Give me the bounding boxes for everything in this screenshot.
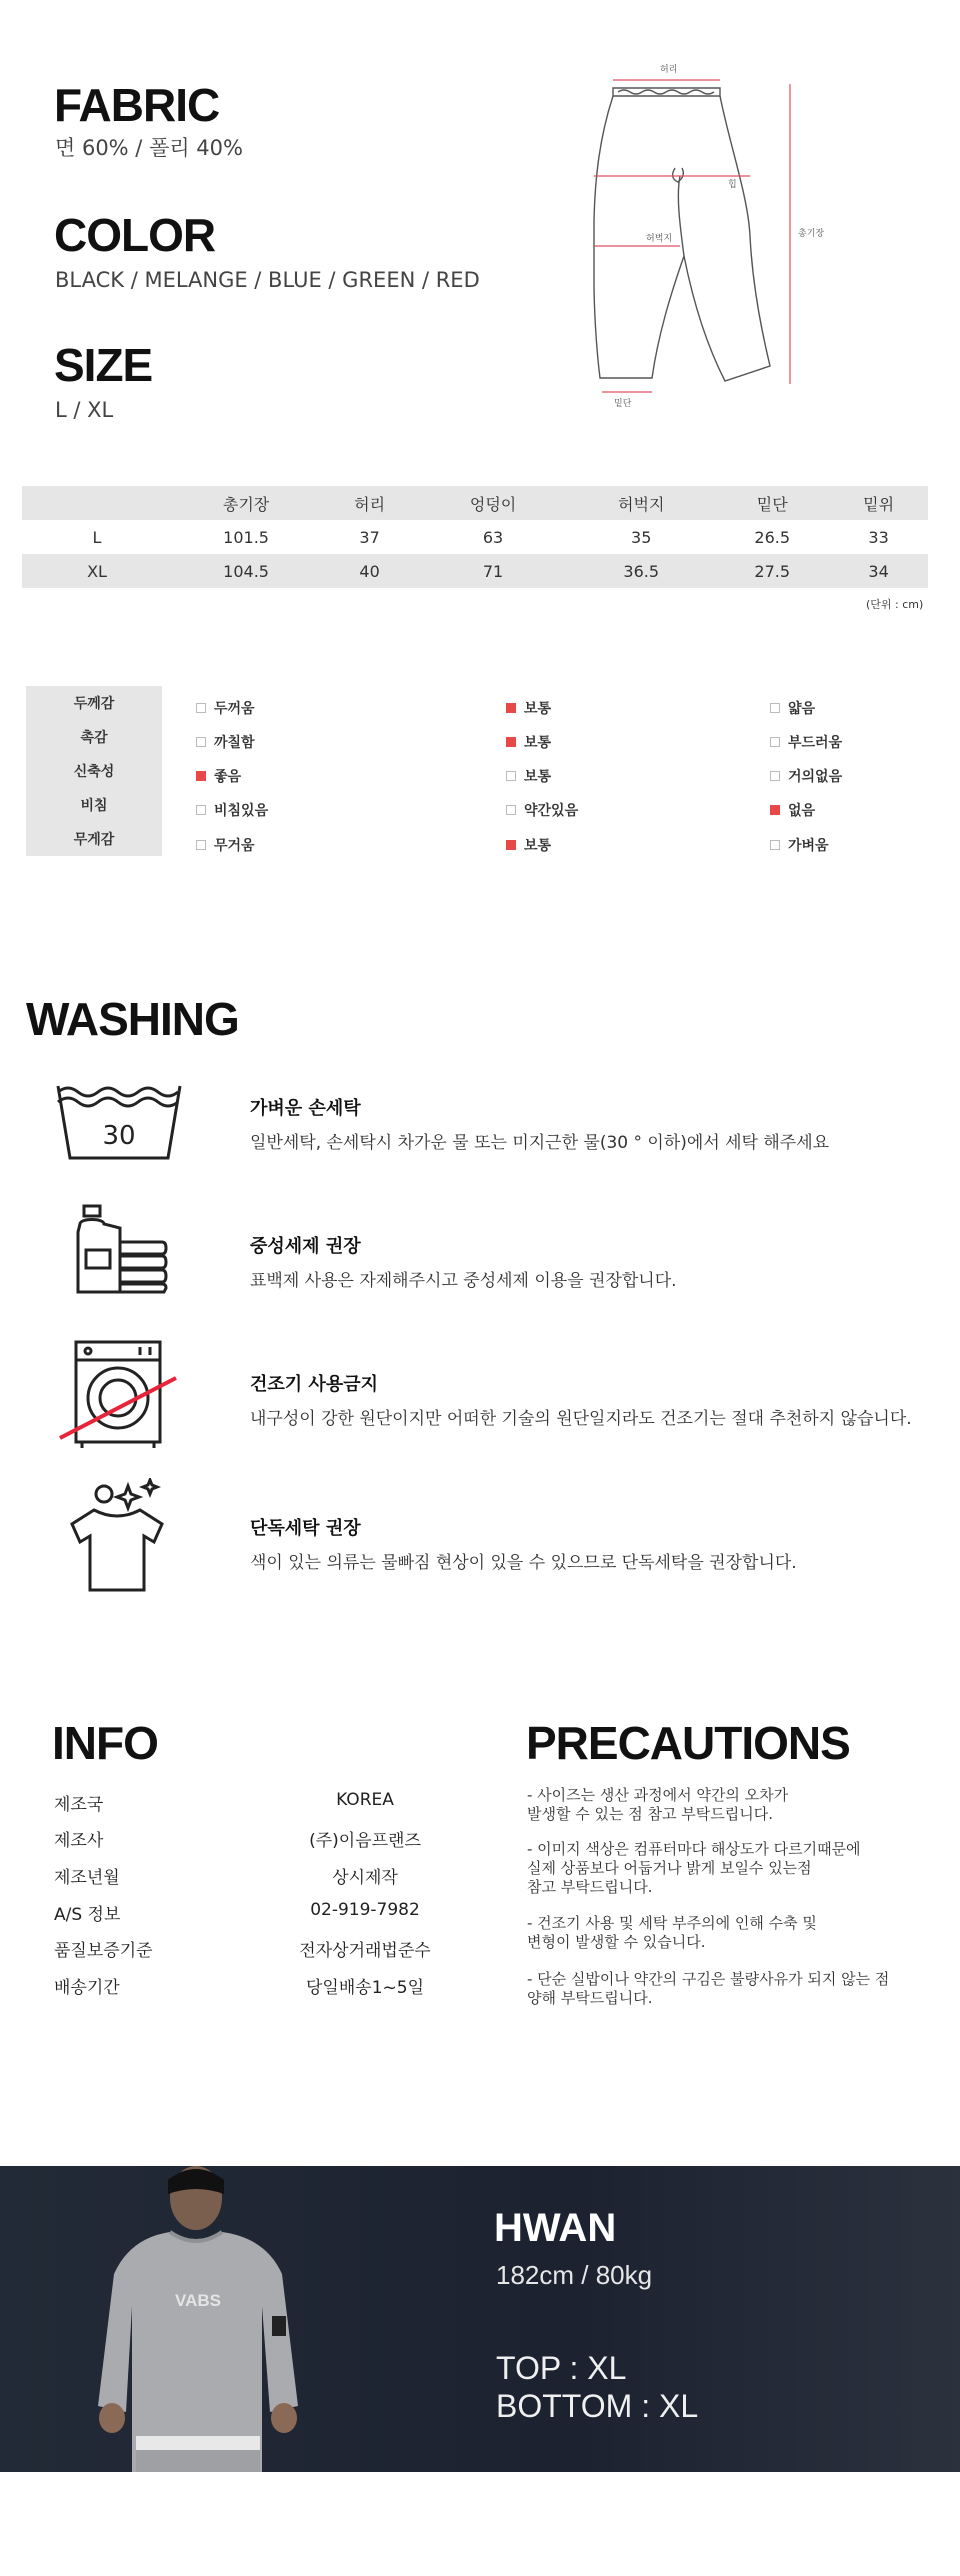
- size-table: [22, 486, 928, 588]
- feel-option: [506, 766, 551, 786]
- fabric-value: 면 60% / 폴리 40%: [55, 136, 243, 160]
- shirt-logo: VABS: [175, 2291, 221, 2310]
- checkbox-icon: [506, 805, 516, 815]
- table-cell: 101.5: [172, 520, 320, 554]
- feel-option: [196, 766, 241, 786]
- table-header-cell: 총기장: [172, 486, 320, 520]
- checkbox-icon: [196, 805, 206, 815]
- diagram-waist-label: 허리: [660, 65, 678, 75]
- checkbox-checked-icon: [506, 703, 516, 713]
- washing-item: [250, 1232, 677, 1291]
- color-heading: COLOR: [54, 209, 216, 261]
- separate-wash-icon: [62, 1478, 172, 1594]
- feel-option-label: 가벼움: [788, 838, 829, 854]
- table-cell: 36.5: [567, 554, 715, 588]
- feel-label-stretch: 신축성: [26, 754, 162, 788]
- checkbox-icon: [770, 840, 780, 850]
- handwash-30-icon: [54, 1078, 184, 1162]
- washing-item-title: 가벼운 손세탁: [250, 1098, 361, 1119]
- washing-item: [250, 1370, 912, 1429]
- color-value: BLACK / MELANGE / BLUE / GREEN / RED: [55, 268, 480, 292]
- washing-item-desc: 색이 있는 의류는 물빠짐 현상이 있을 수 있으므로 단독세탁을 권장합니다.: [250, 1553, 797, 1573]
- feel-option-label: 두꺼움: [214, 701, 255, 717]
- feel-option: [506, 698, 551, 718]
- checkbox-checked-icon: [196, 771, 206, 781]
- checkbox-icon: [770, 703, 780, 713]
- model-body-info: 182cm / 80kg: [496, 2260, 653, 2290]
- table-cell: 37: [320, 520, 419, 554]
- detergent-icon: [70, 1198, 170, 1298]
- handwash-temp: 30: [102, 1121, 136, 1151]
- table-header-cell: 엉덩이: [419, 486, 567, 520]
- feel-option-label: 얇음: [788, 701, 816, 717]
- table-header-cell: [22, 486, 172, 520]
- table-cell: 71: [419, 554, 567, 588]
- feel-option-label: 보통: [524, 735, 552, 751]
- table-cell: 104.5: [172, 554, 320, 588]
- model-name: HWAN: [494, 2206, 617, 2250]
- precaution-item: - 이미지 색상은 컴퓨터마다 해상도가 다르기때문에 실제 상품보다 어둡거나 밝게 보일수 있는점 참고 부탁드립니다.: [527, 1840, 861, 1896]
- feel-option-label: 무거움: [214, 838, 255, 854]
- washing-item-title: 단독세탁 권장: [250, 1518, 361, 1539]
- feel-option-label: 까칠함: [214, 735, 255, 751]
- table-cell: 34: [829, 554, 928, 588]
- feel-label-touch: 촉감: [26, 720, 162, 754]
- checkbox-checked-icon: [506, 840, 516, 850]
- table-cell: 35: [567, 520, 715, 554]
- feel-option-label: 거의없음: [788, 769, 843, 785]
- feel-option-label: 보통: [524, 701, 552, 717]
- feel-option-label: 부드러움: [788, 735, 843, 751]
- washing-item-desc: 내구성이 강한 원단이지만 어떠한 기술의 원단일지라도 건조기는 절대 추천하지 않습니다.: [250, 1409, 912, 1429]
- washing-heading: WASHING: [26, 993, 239, 1045]
- feel-label-weight: 무게감: [26, 822, 162, 856]
- info-key: 제조국: [54, 1795, 104, 1815]
- info-value: 상시제작: [332, 1868, 398, 1888]
- table-cell: 40: [320, 554, 419, 588]
- info-key: 제조사: [54, 1831, 104, 1851]
- washing-item-desc: 표백제 사용은 자제해주시고 중성세제 이용을 권장합니다.: [250, 1271, 677, 1291]
- feel-option-label: 약간있음: [524, 803, 579, 819]
- checkbox-icon: [506, 771, 516, 781]
- size-value: L / XL: [55, 398, 114, 422]
- feel-option: [770, 835, 829, 855]
- feel-option: [770, 800, 815, 820]
- washing-item-title: 중성세제 권장: [250, 1236, 361, 1257]
- model-top-size: TOP : XL: [496, 2350, 627, 2386]
- info-value: (주)이음프랜즈: [309, 1831, 421, 1851]
- info-value: KOREA: [336, 1790, 394, 1810]
- info-key: A/S 정보: [54, 1905, 121, 1925]
- checkbox-icon: [196, 737, 206, 747]
- info-key: 배송기간: [54, 1978, 120, 1998]
- precaution-item: - 건조기 사용 및 세탁 부주의에 인해 수축 및 변형이 발생할 수 있습니다.: [527, 1914, 817, 1951]
- precaution-item: - 사이즈는 생산 과정에서 약간의 오차가 발생할 수 있는 점 참고 부탁드립니다.: [527, 1786, 789, 1823]
- table-header-cell: 허벅지: [567, 486, 715, 520]
- feel-option: [770, 766, 842, 786]
- feel-option: [196, 732, 255, 752]
- precautions-heading: PRECAUTIONS: [526, 1717, 850, 1769]
- feel-option: [196, 698, 255, 718]
- feel-label-sheer: 비침: [26, 788, 162, 822]
- feel-label-thickness: 두께감: [26, 686, 162, 720]
- checkbox-checked-icon: [770, 805, 780, 815]
- size-table-header: [22, 486, 928, 520]
- diagram-hem-label: 밑단: [614, 399, 632, 409]
- diagram-hip-label: 힙: [728, 180, 737, 190]
- table-cell: L: [22, 520, 172, 554]
- size-unit-note: (단위 : cm): [866, 598, 924, 611]
- table-row: [22, 554, 928, 588]
- no-dryer-icon: [58, 1338, 178, 1450]
- table-cell: 63: [419, 520, 567, 554]
- checkbox-icon: [196, 840, 206, 850]
- info-key: 품질보증기준: [54, 1941, 153, 1961]
- checkbox-icon: [770, 771, 780, 781]
- feel-option-label: 비침있음: [214, 803, 269, 819]
- feel-option: [196, 835, 255, 855]
- checkbox-checked-icon: [506, 737, 516, 747]
- checkbox-icon: [196, 703, 206, 713]
- washing-item: [250, 1094, 829, 1153]
- table-cell: XL: [22, 554, 172, 588]
- feel-option: [770, 732, 842, 752]
- model-bottom-size: BOTTOM : XL: [496, 2388, 699, 2424]
- table-header-cell: 밑단: [715, 486, 829, 520]
- table-cell: 27.5: [715, 554, 829, 588]
- table-cell: 26.5: [715, 520, 829, 554]
- model-banner: [0, 2166, 960, 2472]
- diagram-thigh-label: 허벅지: [646, 234, 673, 244]
- feel-option: [196, 800, 268, 820]
- checkbox-icon: [770, 737, 780, 747]
- feel-option: [770, 698, 815, 718]
- table-header-cell: 허리: [320, 486, 419, 520]
- info-key: 제조년월: [54, 1868, 120, 1888]
- feel-option-label: 좋음: [214, 769, 242, 785]
- feel-option: [506, 800, 578, 820]
- washing-item-title: 건조기 사용금지: [250, 1374, 378, 1395]
- table-row: [22, 520, 928, 554]
- info-value: 전자상거래법준수: [299, 1941, 431, 1961]
- info-value: 당일배송1~5일: [306, 1978, 424, 1998]
- size-heading: SIZE: [54, 339, 153, 391]
- precaution-item: - 단순 실밥이나 약간의 구김은 불량사유가 되지 않는 점 양해 부탁드립니다.: [527, 1970, 890, 2007]
- feel-option-label: 보통: [524, 769, 552, 785]
- washing-item-desc: 일반세탁, 손세탁시 차가운 물 또는 미지근한 물(30 ° 이하)에서 세탁 해주세요: [250, 1133, 830, 1153]
- table-cell: 33: [829, 520, 928, 554]
- fabric-heading: FABRIC: [54, 79, 220, 131]
- feel-option: [506, 835, 551, 855]
- diagram-length-label: 총기장: [798, 229, 825, 239]
- washing-item: [250, 1514, 797, 1573]
- feel-option-label: 보통: [524, 838, 552, 854]
- feel-option: [506, 732, 551, 752]
- info-heading: INFO: [52, 1717, 158, 1769]
- feel-option-label: 없음: [788, 803, 816, 819]
- model-photo: [70, 2166, 330, 2472]
- pants-measurement-diagram: [580, 56, 880, 416]
- info-value: 02-919-7982: [310, 1900, 420, 1920]
- table-header-cell: 밑위: [829, 486, 928, 520]
